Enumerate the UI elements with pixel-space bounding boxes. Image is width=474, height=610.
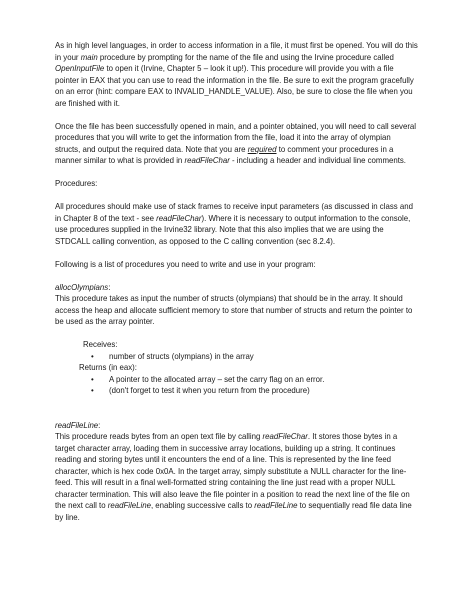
emphasis-main: main [80,52,98,62]
text-run: This procedure reads bytes from an open text file by calling [55,432,263,441]
list-intro-paragraph: Following is a list of procedures you need to write and use in your program: [55,259,316,269]
text-run: All procedures should make use of stack frames to receive input parameters (as discussed in class and in Chapter 8 of the text - see [55,202,413,223]
emphasis-openinputfile: OpenInputFile [55,64,105,73]
emphasis-readfilechar: readFileChar [184,156,230,165]
text-run: Once the file has been successfully opened in main, and a pointer obtained, you will need to call several procedures that you will write to get the information from the file, load it into the array of olympian structs, and output the required data. Note that you are [55,121,417,154]
list-item-text: number of structs (olympians) in the array [109,351,254,361]
text-run: . It stores those bytes in a target character array, loading them in successive array locations, building up a string. It continues reading and storing bytes until it encounters the end of a line. This is represented by the line feed character, which is hex code 0x0A. In the target array, simply substitute a NULL character for the line-feed. This will result in a final well-formatted string containing the line just read with a proper NULL character termination. This will also leave the file pointer in a position to read the next line of the file on the next call to [55,432,410,510]
emphasis-readfilechar: readFileChar [156,213,202,223]
alloc-section [55,282,418,397]
stack-frames-paragraph [55,201,418,247]
bullet-icon: • [91,386,94,395]
text-run: to sequentially read file data line by line. [55,501,412,522]
text-run: to open it (Irvine, Chapter 5 – look it up!). This procedure will provide you with a file pointer in EAX that you can use to read the information in the file. Be sure to exit the program gracefully on an error (hint: compare EAX to INVALID_HANDLE_VALUE). Also, be sure to close the file when you are finished with it. [55,64,414,108]
readline-heading [55,420,418,432]
returns-block [79,362,418,374]
alloc-colon: : [108,282,111,292]
list-item-text: A pointer to the allocated array – set the carry flag on an error. [109,374,325,384]
returns-label: Returns (in eax): [79,363,137,372]
text-run: , enabling successive calls to [150,501,255,510]
emphasis-required: required [247,144,277,154]
intro-paragraph [55,40,418,109]
alloc-name: allocOlympians [55,282,109,292]
receives-block [83,339,418,351]
readline-section [55,420,418,524]
text-run: to comment your procedures in a manner similar to what is provided in [55,144,394,165]
readline-description [55,431,418,523]
list-item [91,351,418,363]
main-paragraph [55,121,418,167]
receives-list [55,351,418,363]
emphasis-readfileline: readFileLine [107,501,151,510]
procedures-heading: Procedures: [55,179,98,188]
text-run: procedure by prompting for the name of the file and using the Irvine procedure called [97,52,394,62]
text-run: As in high level languages, in order to access information in a file, it must first be opened. You will do this in your [55,41,418,62]
alloc-description: This procedure takes as input the number of structs (olympians) that should be in the array. It should access the heap and allocate sufficient memory to store that number of structs and return the pointer to be used as the array pointer. [55,294,413,326]
readline-name: readFileLine [55,420,99,430]
list-item-text: (don't forget to test it when you return from the procedure) [109,386,310,395]
text-run: - including a header and individual line comments. [229,156,406,165]
section-gap [55,397,418,420]
emphasis-readfileline: readFileLine [254,501,298,510]
readline-colon: : [98,420,101,430]
list-item [91,385,418,397]
alloc-heading [55,282,418,294]
bullet-icon: • [91,351,94,361]
returns-list [55,374,418,397]
emphasis-readfilechar: readFileChar [262,432,308,441]
bullet-icon: • [91,374,94,384]
receives-label: Receives: [83,340,118,349]
text-run: ). Where it is necessary to output information to the console, use procedures supplied in the Irvine32 library. Note that this also implies that we are using the STDCALL calling convention, as opposed to the C calling convention (sec 8.2.4). [55,213,411,246]
list-item [91,374,418,386]
